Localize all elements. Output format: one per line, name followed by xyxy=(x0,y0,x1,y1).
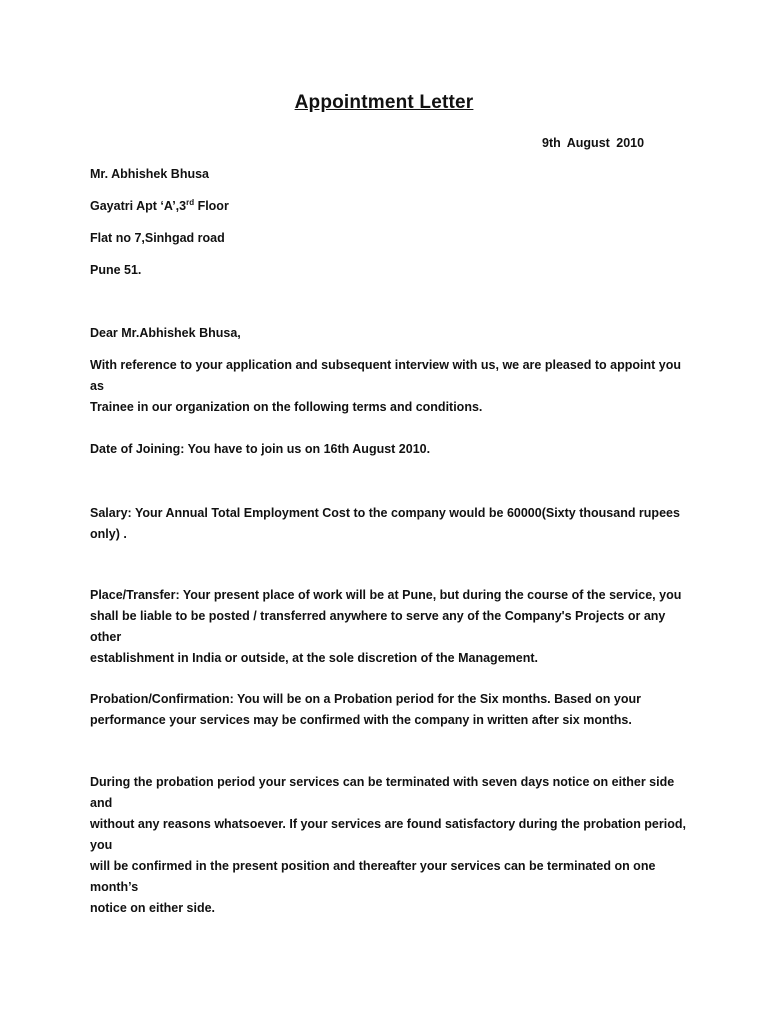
letter-date: 9th August 2010 xyxy=(542,136,645,150)
recipient-address-line3: Pune 51. xyxy=(90,263,142,277)
letter-title: Appointment Letter xyxy=(294,92,474,113)
paragraph-transfer xyxy=(90,585,690,669)
recipient-name: Mr. Abhishek Bhusa xyxy=(90,167,210,181)
paragraph-line: only) . xyxy=(90,527,127,541)
recipient-address-line2: Flat no 7,Sinhgad road xyxy=(90,231,225,245)
paragraph-line: Date of Joining: You have to join us on 16th August 2010. xyxy=(90,442,431,456)
paragraph-salary xyxy=(90,503,690,545)
salutation: Dear Mr.Abhishek Bhusa, xyxy=(90,326,241,340)
paragraph-line: notice on either side. xyxy=(90,901,216,915)
recipient-address-line1 xyxy=(90,196,229,217)
paragraph-line: During the probation period your services can be terminated with seven days notice on either side and xyxy=(90,775,675,810)
paragraph-intro xyxy=(90,355,690,418)
paragraph-line: establishment in India or outside, at the sole discretion of the Management. xyxy=(90,651,538,665)
paragraph-line: Probation/Confirmation: You will be on a Probation period for the Six months. Based on your xyxy=(90,692,641,706)
address-line1-text: Gayatri Apt ‘A’,3 xyxy=(90,199,187,213)
paragraph-line: shall be liable to be posted / transferred anywhere to serve any of the Company's Projects or any other xyxy=(90,609,666,644)
paragraph-line: Salary: Your Annual Total Employment Cost to the company would be 60000(Sixty thousand rupees xyxy=(90,506,680,520)
paragraph-probation xyxy=(90,689,690,731)
paragraph-termination xyxy=(90,772,690,919)
paragraph-line: performance your services may be confirmed with the company in written after six months. xyxy=(90,713,632,727)
paragraph-line: Trainee in our organization on the following terms and conditions. xyxy=(90,400,483,414)
paragraph-line: without any reasons whatsoever. If your services are found satisfactory during the probation period, you xyxy=(90,817,686,852)
paragraph-line: With reference to your application and subsequent interview with us, we are pleased to appoint you as xyxy=(90,358,681,393)
paragraph-joining xyxy=(90,439,690,460)
address-line1-suffix: Floor xyxy=(194,199,229,213)
address-line1-superscript: rd xyxy=(186,197,195,207)
paragraph-line: Place/Transfer: Your present place of work will be at Pune, but during the course of the service, you xyxy=(90,588,682,602)
paragraph-line: will be confirmed in the present position and thereafter your services can be terminated on one month’s xyxy=(90,859,656,894)
